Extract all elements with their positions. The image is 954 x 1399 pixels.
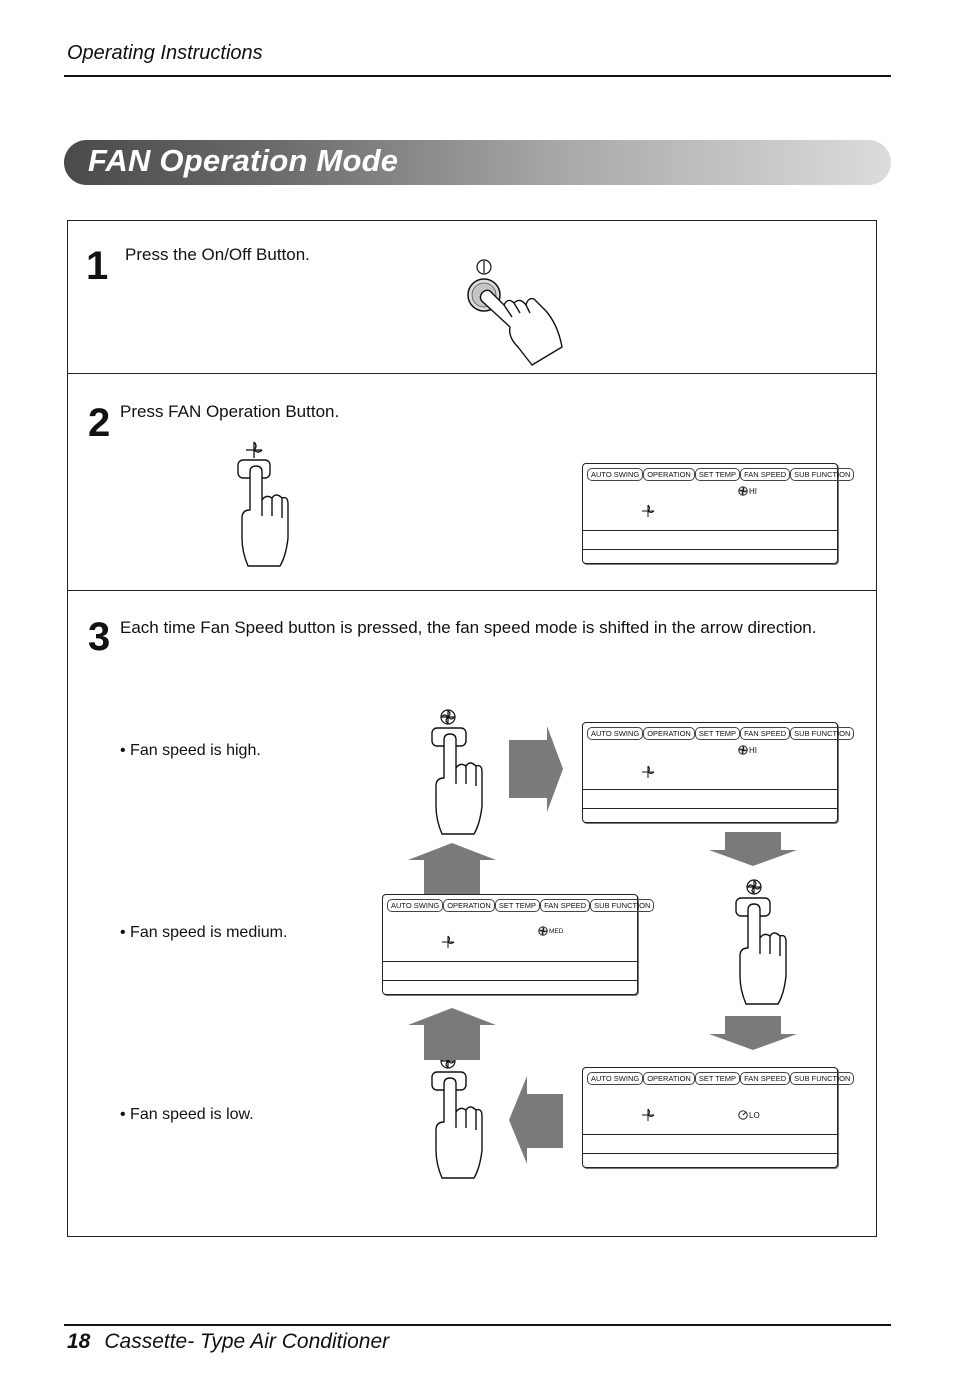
lcd-label-set-temp: SET TEMP bbox=[495, 899, 540, 912]
step-divider bbox=[67, 373, 877, 374]
footer-rule bbox=[64, 1324, 891, 1326]
lcd-display-fan-mode bbox=[582, 463, 851, 564]
hand-icon bbox=[242, 466, 288, 566]
page-title: FAN Operation Mode bbox=[88, 143, 399, 178]
arrow-up-icon bbox=[408, 1008, 496, 1060]
lcd-speed-text: LO bbox=[749, 1110, 760, 1120]
bullet-fan-low: • Fan speed is low. bbox=[120, 1106, 254, 1123]
lcd-label-set-temp: SET TEMP bbox=[695, 468, 740, 481]
lcd-label-sub-function: SUB FUNCTION bbox=[590, 899, 654, 912]
onoff-button-illustration bbox=[460, 255, 570, 370]
lcd-label-auto-swing: AUTO SWING bbox=[587, 468, 643, 481]
lcd-display-low bbox=[582, 1067, 851, 1168]
lcd-label-operation: OPERATION bbox=[643, 468, 695, 481]
arrow-down-icon bbox=[709, 1016, 797, 1068]
lcd-label-fan-speed: FAN SPEED bbox=[740, 468, 790, 481]
lcd-label-auto-swing: AUTO SWING bbox=[387, 899, 443, 912]
lcd-fan-speed-indicator bbox=[738, 1110, 760, 1120]
lcd-label-sub-function: SUB FUNCTION bbox=[790, 468, 854, 481]
arrow-right-icon bbox=[509, 726, 565, 812]
title-banner bbox=[64, 140, 891, 185]
lcd-rule bbox=[583, 1153, 837, 1154]
hand-icon bbox=[436, 1078, 482, 1178]
step-2-number: 2 bbox=[88, 401, 111, 445]
fan-speed-button-illustration-high bbox=[428, 706, 484, 838]
fan-mode-icon bbox=[641, 765, 655, 779]
arrow-down-icon bbox=[709, 832, 797, 884]
lcd-rule bbox=[583, 530, 837, 531]
fan-speed-button-illustration-medium bbox=[728, 876, 784, 1008]
lcd-display-medium bbox=[382, 894, 651, 995]
lcd-label-operation: OPERATION bbox=[643, 727, 695, 740]
hand-icon bbox=[436, 734, 482, 834]
step-divider bbox=[67, 590, 877, 591]
footer-title: Cassette- Type Air Conditioner bbox=[104, 1330, 390, 1353]
lcd-label-auto-swing: AUTO SWING bbox=[587, 727, 643, 740]
lcd-rule bbox=[583, 549, 837, 550]
fan-speed-icon bbox=[441, 710, 455, 724]
lcd-label-row bbox=[587, 1072, 851, 1085]
lcd-label-operation: OPERATION bbox=[443, 899, 495, 912]
lcd-rule bbox=[383, 980, 637, 981]
arrow-up-icon bbox=[408, 843, 496, 895]
lcd-rule bbox=[583, 1134, 837, 1135]
fan-speed-icon bbox=[738, 486, 748, 496]
lcd-label-sub-function: SUB FUNCTION bbox=[790, 1072, 854, 1085]
power-icon bbox=[477, 260, 491, 274]
page-number: 18 bbox=[67, 1330, 91, 1353]
lcd-rule bbox=[583, 789, 837, 790]
fan-mode-icon bbox=[641, 1108, 655, 1122]
arrow-left-icon bbox=[509, 1076, 565, 1164]
fan-mode-icon bbox=[441, 935, 455, 949]
page-footer bbox=[67, 1330, 389, 1354]
lcd-label-fan-speed: FAN SPEED bbox=[740, 727, 790, 740]
fan-speed-button-illustration-low bbox=[428, 1050, 484, 1182]
lcd-rule bbox=[583, 808, 837, 809]
bullet-fan-high: • Fan speed is high. bbox=[120, 742, 261, 759]
lcd-speed-text: HI bbox=[749, 745, 757, 755]
lcd-display-high bbox=[582, 722, 851, 823]
lcd-speed-text: MED bbox=[549, 927, 564, 935]
step-1-text: Press the On/Off Button. bbox=[125, 245, 310, 264]
lcd-label-fan-speed: FAN SPEED bbox=[540, 899, 590, 912]
lcd-label-auto-swing: AUTO SWING bbox=[587, 1072, 643, 1085]
lcd-label-fan-speed: FAN SPEED bbox=[740, 1072, 790, 1085]
lcd-rule bbox=[383, 961, 637, 962]
header-rule bbox=[64, 75, 891, 77]
lcd-label-sub-function: SUB FUNCTION bbox=[790, 727, 854, 740]
lcd-fan-speed-indicator bbox=[738, 486, 757, 496]
lcd-label-operation: OPERATION bbox=[643, 1072, 695, 1085]
lcd-fan-speed-indicator bbox=[538, 926, 563, 936]
lcd-label-row bbox=[387, 899, 651, 912]
fan-mode-icon bbox=[246, 442, 262, 458]
lcd-label-row bbox=[587, 468, 851, 481]
hand-icon bbox=[480, 290, 562, 365]
step-2-text: Press FAN Operation Button. bbox=[120, 402, 340, 421]
lcd-label-set-temp: SET TEMP bbox=[695, 1072, 740, 1085]
hand-icon bbox=[740, 904, 786, 1004]
running-header: Operating Instructions bbox=[67, 42, 263, 64]
step-3-number: 3 bbox=[88, 615, 111, 659]
step-1-number: 1 bbox=[86, 244, 109, 288]
lcd-label-set-temp: SET TEMP bbox=[695, 727, 740, 740]
fan-operation-button-illustration bbox=[236, 438, 292, 570]
fan-speed-icon bbox=[538, 926, 548, 936]
fan-mode-icon bbox=[641, 504, 655, 518]
step-3-text: Each time Fan Speed button is pressed, the fan speed mode is shifted in the arrow direction. bbox=[120, 618, 817, 637]
lcd-fan-speed-indicator bbox=[738, 745, 757, 755]
lcd-speed-text: HI bbox=[749, 486, 757, 496]
fan-speed-icon bbox=[738, 1110, 748, 1120]
lcd-label-row bbox=[587, 727, 851, 740]
bullet-fan-medium: • Fan speed is medium. bbox=[120, 924, 288, 941]
fan-speed-icon bbox=[738, 745, 748, 755]
